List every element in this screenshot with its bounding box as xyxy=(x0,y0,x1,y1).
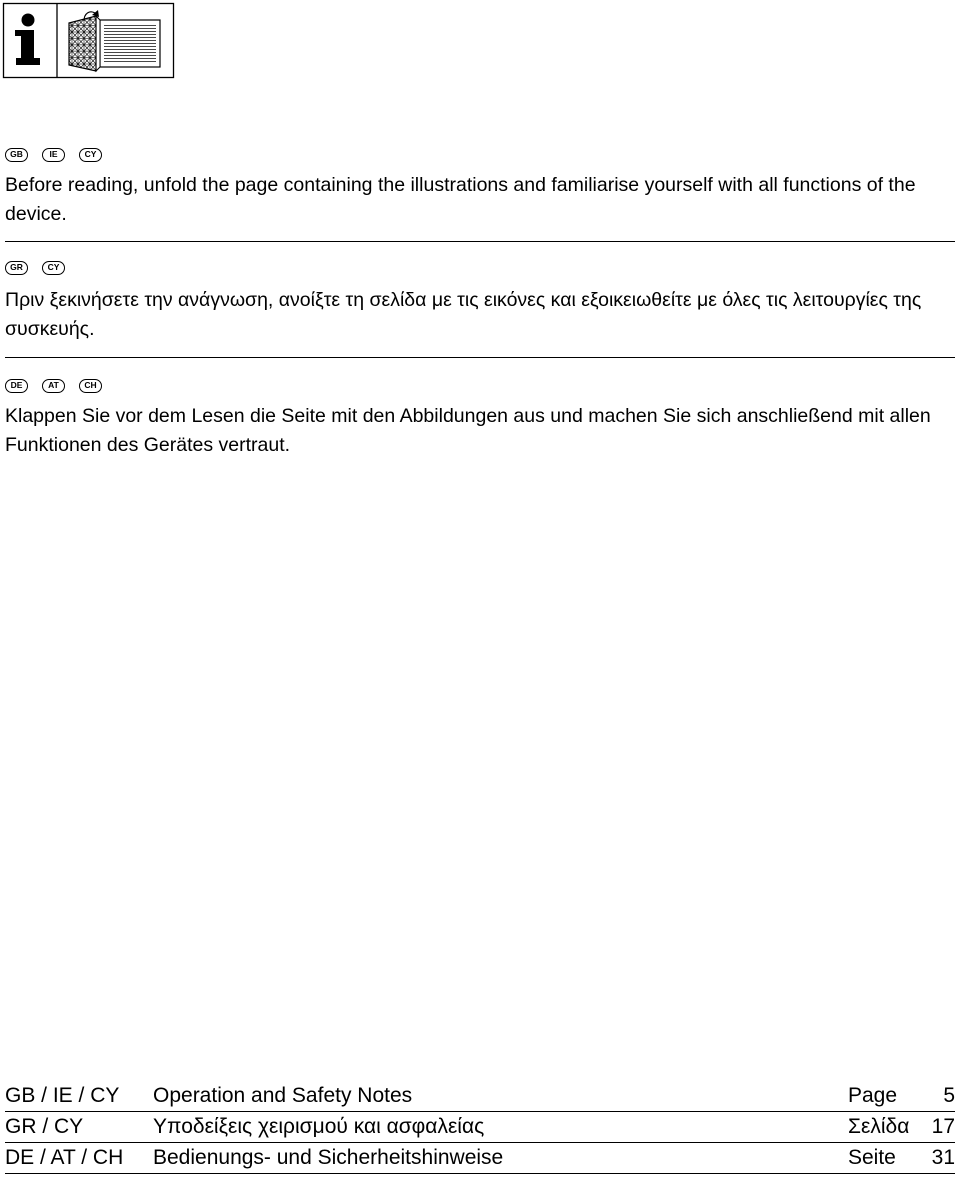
toc-title: Υποδείξεις χειρισμού και ασφαλείας xyxy=(153,1115,485,1138)
instruction-text-gr: Πριν ξεκινήσετε την ανάγνωση, ανοίξτε τη σελίδα με τις εικόνες και εξοικειωθείτε με όλες τις λειτουργίες της συσκευής. xyxy=(5,289,922,340)
language-badge: CY xyxy=(79,148,102,162)
language-badge: IE xyxy=(42,148,65,162)
toc-page-number: 5 xyxy=(943,1084,955,1107)
toc-page-number: 31 xyxy=(931,1146,955,1169)
language-badges-de xyxy=(5,379,116,393)
instruction-icon-panel xyxy=(0,0,180,82)
toc-countries: GB / IE / CY xyxy=(5,1084,120,1107)
toc-page-label: Σελίδα xyxy=(848,1115,910,1138)
toc-title: Bedienungs- und Sicherheitshinweise xyxy=(153,1146,504,1169)
unfold-arrow-head xyxy=(92,10,99,17)
toc-title: Operation and Safety Notes xyxy=(153,1084,413,1107)
toc-page-number: 17 xyxy=(931,1115,955,1138)
toc-row xyxy=(5,1081,955,1112)
section-divider xyxy=(5,357,955,358)
illustration-flap xyxy=(69,16,96,71)
language-badge: GB xyxy=(5,148,28,162)
language-badges-en xyxy=(5,148,116,162)
toc-countries: DE / AT / CH xyxy=(5,1146,124,1169)
language-badge: GR xyxy=(5,261,28,275)
instruction-text-de: Klappen Sie vor dem Lesen die Seite mit den Abbildungen aus und machen Sie sich anschließend mit allen Funktionen des Gerätes vertraut. xyxy=(5,405,931,456)
toc-page-label: Seite xyxy=(848,1146,896,1169)
language-badge: CY xyxy=(42,261,65,275)
instruction-text-en: Before reading, unfold the page containing the illustrations and familiarise yourself with all functions of the device. xyxy=(5,174,916,225)
language-badges-gr xyxy=(5,261,79,275)
language-badge: DE xyxy=(5,379,28,393)
section-divider xyxy=(5,241,955,242)
toc-page-label: Page xyxy=(848,1084,898,1107)
toc-row xyxy=(5,1112,955,1143)
language-badge: AT xyxy=(42,379,65,393)
language-badge: CH xyxy=(79,379,102,393)
toc-row xyxy=(5,1143,955,1174)
table-of-contents xyxy=(5,1081,955,1174)
text-page-lines xyxy=(104,24,156,63)
unfold-page-icon xyxy=(69,10,160,71)
toc-countries: GR / CY xyxy=(5,1115,84,1138)
info-icon xyxy=(15,14,40,66)
